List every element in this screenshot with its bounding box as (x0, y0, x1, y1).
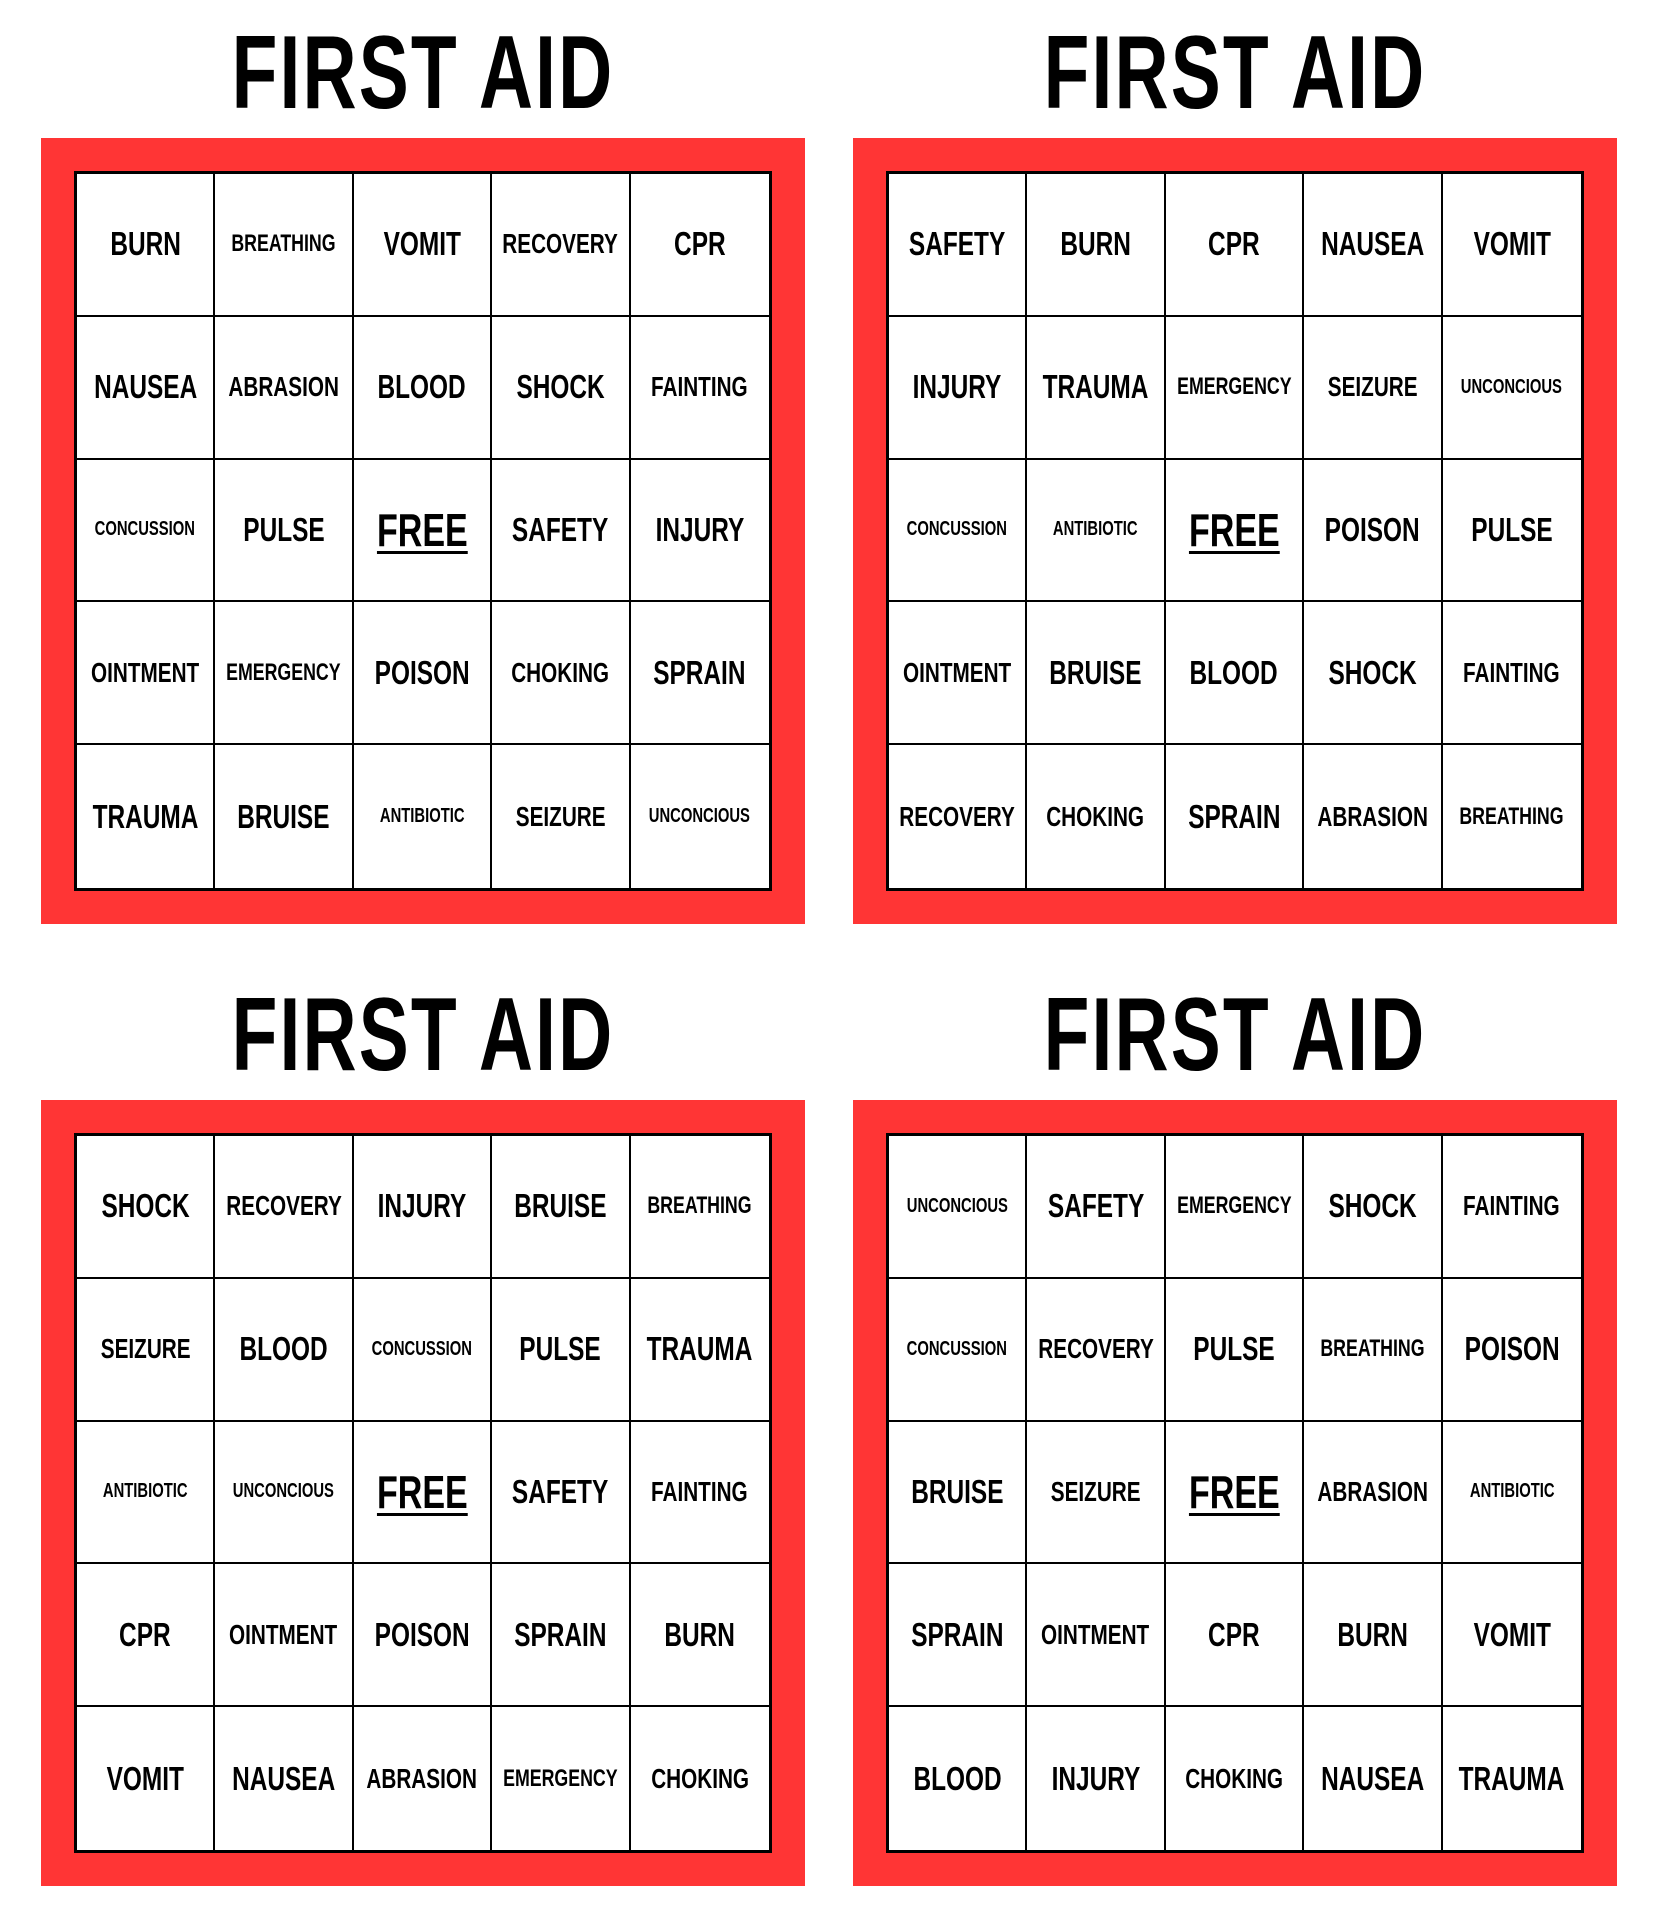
bingo-cell[interactable] (1027, 1422, 1165, 1565)
bingo-cell[interactable] (492, 174, 630, 317)
bingo-cell[interactable] (889, 174, 1027, 317)
bingo-cell[interactable] (215, 317, 353, 460)
cell-word: PULSE (242, 510, 325, 548)
bingo-cell[interactable] (354, 1279, 492, 1422)
cell-word: VOMIT (383, 225, 461, 263)
cell-word: SHOCK (516, 368, 605, 406)
bingo-cell[interactable] (631, 1136, 769, 1279)
free-space-cell[interactable] (1166, 1422, 1304, 1565)
bingo-cell[interactable] (77, 317, 215, 460)
cell-word: SEIZURE (1050, 1475, 1141, 1507)
cell-word: ABRASION (1317, 800, 1428, 832)
free-space-cell[interactable] (1166, 460, 1304, 603)
bingo-cell[interactable] (1166, 745, 1304, 888)
card-frame (853, 1100, 1617, 1886)
bingo-cell[interactable] (1304, 1564, 1442, 1707)
bingo-cell[interactable] (77, 174, 215, 317)
free-space-cell[interactable] (354, 1422, 492, 1565)
bingo-cell[interactable] (889, 1564, 1027, 1707)
bingo-cell[interactable] (1304, 745, 1442, 888)
cell-word: EMERGENCY (226, 658, 341, 686)
cell-word: UNCONCIOUS (1461, 375, 1563, 398)
cell-word: POISON (374, 1615, 470, 1653)
cell-word: SEIZURE (515, 800, 606, 832)
bingo-cell[interactable] (1304, 317, 1442, 460)
cell-word: FAINTING (651, 371, 749, 403)
bingo-cell[interactable] (492, 1279, 630, 1422)
cell-word: BREATHING (231, 230, 336, 258)
cell-word: TRAUMA (646, 1330, 753, 1368)
bingo-cell[interactable] (1027, 1707, 1165, 1850)
bingo-cell[interactable] (889, 1422, 1027, 1565)
bingo-cell[interactable] (1027, 1564, 1165, 1707)
bingo-cell[interactable] (1443, 317, 1581, 460)
cell-word: VOMIT (106, 1759, 184, 1797)
cell-word: CPR (119, 1615, 171, 1653)
cell-word: POISON (1324, 510, 1420, 548)
bingo-cell[interactable] (215, 1136, 353, 1279)
bingo-cell[interactable] (1443, 1707, 1581, 1850)
bingo-cell[interactable] (1166, 602, 1304, 745)
bingo-cell[interactable] (889, 602, 1027, 745)
cell-word: CONCUSSION (371, 1337, 473, 1360)
bingo-cell[interactable] (77, 602, 215, 745)
bingo-cell[interactable] (1166, 317, 1304, 460)
bingo-cell[interactable] (354, 1707, 492, 1850)
bingo-cell[interactable] (354, 1136, 492, 1279)
cell-word: BREATHING (647, 1192, 752, 1220)
cell-word: CONCUSSION (907, 1337, 1008, 1360)
bingo-cell[interactable] (77, 745, 215, 888)
cell-word: BLOOD (239, 1330, 328, 1368)
cell-word: EMERGENCY (1176, 1192, 1292, 1220)
bingo-cell[interactable] (889, 745, 1027, 888)
cell-word: SPRAIN (514, 1615, 607, 1653)
cell-word: FAINTING (1463, 1190, 1561, 1222)
bingo-cell[interactable] (1443, 1564, 1581, 1707)
bingo-cell[interactable] (1443, 174, 1581, 317)
bingo-cell[interactable] (215, 1564, 353, 1707)
card-frame (853, 138, 1617, 924)
cell-word: UNCONCIOUS (906, 1194, 1008, 1217)
bingo-cell[interactable] (492, 460, 630, 603)
bingo-cell[interactable] (1027, 317, 1165, 460)
bingo-cell[interactable] (631, 460, 769, 603)
cell-word: CONCUSSION (95, 518, 196, 541)
card-title: FIRST AID (231, 977, 615, 1093)
bingo-cell[interactable] (354, 602, 492, 745)
cell-word: SHOCK (101, 1187, 190, 1225)
cell-word: NAUSEA (93, 368, 197, 406)
cell-word: CHOKING (650, 1762, 749, 1794)
bingo-cell[interactable] (1443, 602, 1581, 745)
bingo-cell[interactable] (889, 1279, 1027, 1422)
bingo-cell[interactable] (354, 317, 492, 460)
bingo-cell[interactable] (1027, 460, 1165, 603)
cell-word: BREATHING (1320, 1335, 1425, 1363)
cell-word: TRAUMA (1042, 368, 1149, 406)
cell-word: SAFETY (1047, 1187, 1144, 1225)
card-title: FIRST AID (1043, 15, 1427, 131)
cell-word: ABRASION (228, 371, 339, 403)
cell-word: OINTMENT (229, 1618, 338, 1650)
bingo-cell[interactable] (631, 1422, 769, 1565)
cell-word: NAUSEA (232, 1759, 336, 1797)
free-space-label: FREE (1188, 503, 1280, 556)
cell-word: ANTIBIOTIC (102, 1480, 188, 1503)
cell-word: SPRAIN (653, 653, 746, 691)
cell-word: SHOCK (1328, 653, 1417, 691)
cell-word: CPR (1208, 225, 1260, 263)
bingo-grid (74, 1133, 772, 1853)
cell-word: BLOOD (1189, 653, 1279, 691)
cell-word: SAFETY (512, 1472, 609, 1510)
bingo-cell[interactable] (889, 1707, 1027, 1850)
bingo-cell[interactable] (631, 317, 769, 460)
cell-word: CHOKING (1046, 800, 1145, 832)
cell-word: INJURY (912, 368, 1002, 406)
bingo-cell[interactable] (1304, 1136, 1442, 1279)
bingo-cell[interactable] (1027, 602, 1165, 745)
cell-word: POISON (374, 653, 470, 691)
cell-word: BRUISE (1049, 653, 1142, 691)
bingo-grid (886, 171, 1584, 891)
bingo-cell[interactable] (492, 317, 630, 460)
bingo-cell[interactable] (215, 745, 353, 888)
cell-word: BRUISE (911, 1472, 1004, 1510)
bingo-cell[interactable] (1443, 1422, 1581, 1565)
bingo-cell[interactable] (354, 745, 492, 888)
cell-word: SPRAIN (911, 1615, 1004, 1653)
cell-word: TRAUMA (1458, 1759, 1565, 1797)
cell-word: RECOVERY (225, 1190, 342, 1222)
cell-word: RECOVERY (1037, 1333, 1154, 1365)
bingo-cell[interactable] (77, 1279, 215, 1422)
bingo-cell[interactable] (631, 1564, 769, 1707)
cell-word: BRUISE (237, 797, 330, 835)
cell-word: EMERGENCY (503, 1764, 618, 1792)
cell-word: PULSE (519, 1330, 602, 1368)
cell-word: ANTIBIOTIC (379, 805, 465, 828)
cell-word: INJURY (377, 1187, 467, 1225)
card-title: FIRST AID (231, 15, 615, 131)
cell-word: TRAUMA (92, 797, 199, 835)
bingo-cell[interactable] (631, 745, 769, 888)
bingo-cell[interactable] (215, 1707, 353, 1850)
bingo-cell[interactable] (1027, 745, 1165, 888)
bingo-cell[interactable] (1166, 1707, 1304, 1850)
bingo-cell[interactable] (215, 1422, 353, 1565)
cell-word: OINTMENT (903, 656, 1012, 688)
bingo-cell[interactable] (1304, 602, 1442, 745)
bingo-cell[interactable] (215, 174, 353, 317)
free-space-label: FREE (376, 1465, 468, 1518)
bingo-cell[interactable] (215, 460, 353, 603)
free-space-label: FREE (376, 503, 468, 556)
cell-word: INJURY (1051, 1759, 1140, 1797)
bingo-cell[interactable] (1027, 174, 1165, 317)
card-frame (41, 1100, 805, 1886)
bingo-cell[interactable] (1443, 745, 1581, 888)
cell-word: CHOKING (1185, 1762, 1283, 1794)
bingo-cell[interactable] (77, 1422, 215, 1565)
bingo-cell[interactable] (492, 1136, 630, 1279)
bingo-cell[interactable] (1166, 174, 1304, 317)
bingo-cell[interactable] (77, 460, 215, 603)
cell-word: ANTIBIOTIC (1053, 518, 1138, 541)
free-space-label: FREE (1188, 1465, 1280, 1518)
bingo-cell[interactable] (492, 745, 630, 888)
cell-word: INJURY (655, 510, 745, 548)
bingo-cell[interactable] (492, 602, 630, 745)
bingo-cell[interactable] (1166, 1136, 1304, 1279)
cell-word: BRUISE (514, 1187, 607, 1225)
bingo-cell[interactable] (889, 317, 1027, 460)
bingo-cell[interactable] (492, 1707, 630, 1850)
cell-word: OINTMENT (91, 656, 200, 688)
bingo-cell[interactable] (889, 460, 1027, 603)
cell-word: UNCONCIOUS (233, 1480, 335, 1503)
bingo-cell[interactable] (631, 602, 769, 745)
cell-word: SAFETY (909, 225, 1006, 263)
bingo-cell[interactable] (1304, 1707, 1442, 1850)
bingo-cell[interactable] (1304, 1422, 1442, 1565)
cell-word: NAUSEA (1320, 225, 1424, 263)
card-frame (41, 138, 805, 924)
bingo-cell[interactable] (215, 1279, 353, 1422)
cell-word: SHOCK (1328, 1187, 1417, 1225)
cell-word: CHOKING (511, 656, 610, 688)
cell-word: FAINTING (651, 1475, 749, 1507)
cell-word: NAUSEA (1320, 1759, 1424, 1797)
cell-word: POISON (1464, 1330, 1560, 1368)
bingo-cell[interactable] (1027, 1136, 1165, 1279)
cell-word: BURN (109, 225, 181, 263)
cell-word: PULSE (1471, 510, 1553, 548)
card-title: FIRST AID (1043, 977, 1427, 1093)
cell-word: VOMIT (1473, 1615, 1551, 1653)
bingo-cell[interactable] (1166, 1564, 1304, 1707)
cell-word: BREATHING (1459, 802, 1564, 830)
cell-word: CPR (673, 225, 726, 263)
bingo-cell[interactable] (1443, 1136, 1581, 1279)
cell-word: BLOOD (377, 368, 467, 406)
cell-word: UNCONCIOUS (649, 805, 751, 828)
bingo-cell[interactable] (1304, 174, 1442, 317)
cell-word: OINTMENT (1041, 1618, 1150, 1650)
cell-word: BLOOD (913, 1759, 1002, 1797)
bingo-cell[interactable] (492, 1422, 630, 1565)
cell-word: RECOVERY (502, 228, 619, 260)
bingo-cell[interactable] (631, 1279, 769, 1422)
bingo-cell[interactable] (77, 1564, 215, 1707)
bingo-cell[interactable] (1304, 460, 1442, 603)
bingo-cell[interactable] (631, 1707, 769, 1850)
cell-word: SEIZURE (1327, 371, 1418, 403)
cell-word: EMERGENCY (1176, 373, 1292, 401)
cell-word: ANTIBIOTIC (1469, 1480, 1555, 1503)
bingo-grid (74, 171, 772, 891)
cell-word: RECOVERY (899, 800, 1015, 832)
cell-word: ABRASION (366, 1762, 478, 1794)
cell-word: CPR (1208, 1615, 1260, 1653)
cell-word: CONCUSSION (907, 518, 1008, 541)
bingo-cell[interactable] (354, 1564, 492, 1707)
cell-word: FAINTING (1463, 656, 1561, 688)
free-space-cell[interactable] (354, 460, 492, 603)
cell-word: SPRAIN (1187, 797, 1281, 835)
cell-word: SAFETY (512, 510, 609, 548)
bingo-cell[interactable] (77, 1136, 215, 1279)
bingo-cell[interactable] (1027, 1279, 1165, 1422)
bingo-cell[interactable] (354, 174, 492, 317)
cell-word: BURN (1337, 1615, 1408, 1653)
bingo-cell[interactable] (889, 1136, 1027, 1279)
cell-word: ABRASION (1317, 1475, 1428, 1507)
cell-word: BURN (664, 1615, 736, 1653)
cell-word: VOMIT (1473, 225, 1551, 263)
bingo-cell[interactable] (492, 1564, 630, 1707)
cell-word: BURN (1060, 225, 1131, 263)
bingo-cell[interactable] (77, 1707, 215, 1850)
bingo-cell[interactable] (1443, 1279, 1581, 1422)
bingo-cell[interactable] (1166, 1279, 1304, 1422)
bingo-cell[interactable] (631, 174, 769, 317)
cell-word: SEIZURE (100, 1333, 191, 1365)
bingo-cell[interactable] (1443, 460, 1581, 603)
bingo-cell[interactable] (1304, 1279, 1442, 1422)
bingo-grid (886, 1133, 1584, 1853)
bingo-cell[interactable] (215, 602, 353, 745)
cell-word: PULSE (1193, 1330, 1275, 1368)
